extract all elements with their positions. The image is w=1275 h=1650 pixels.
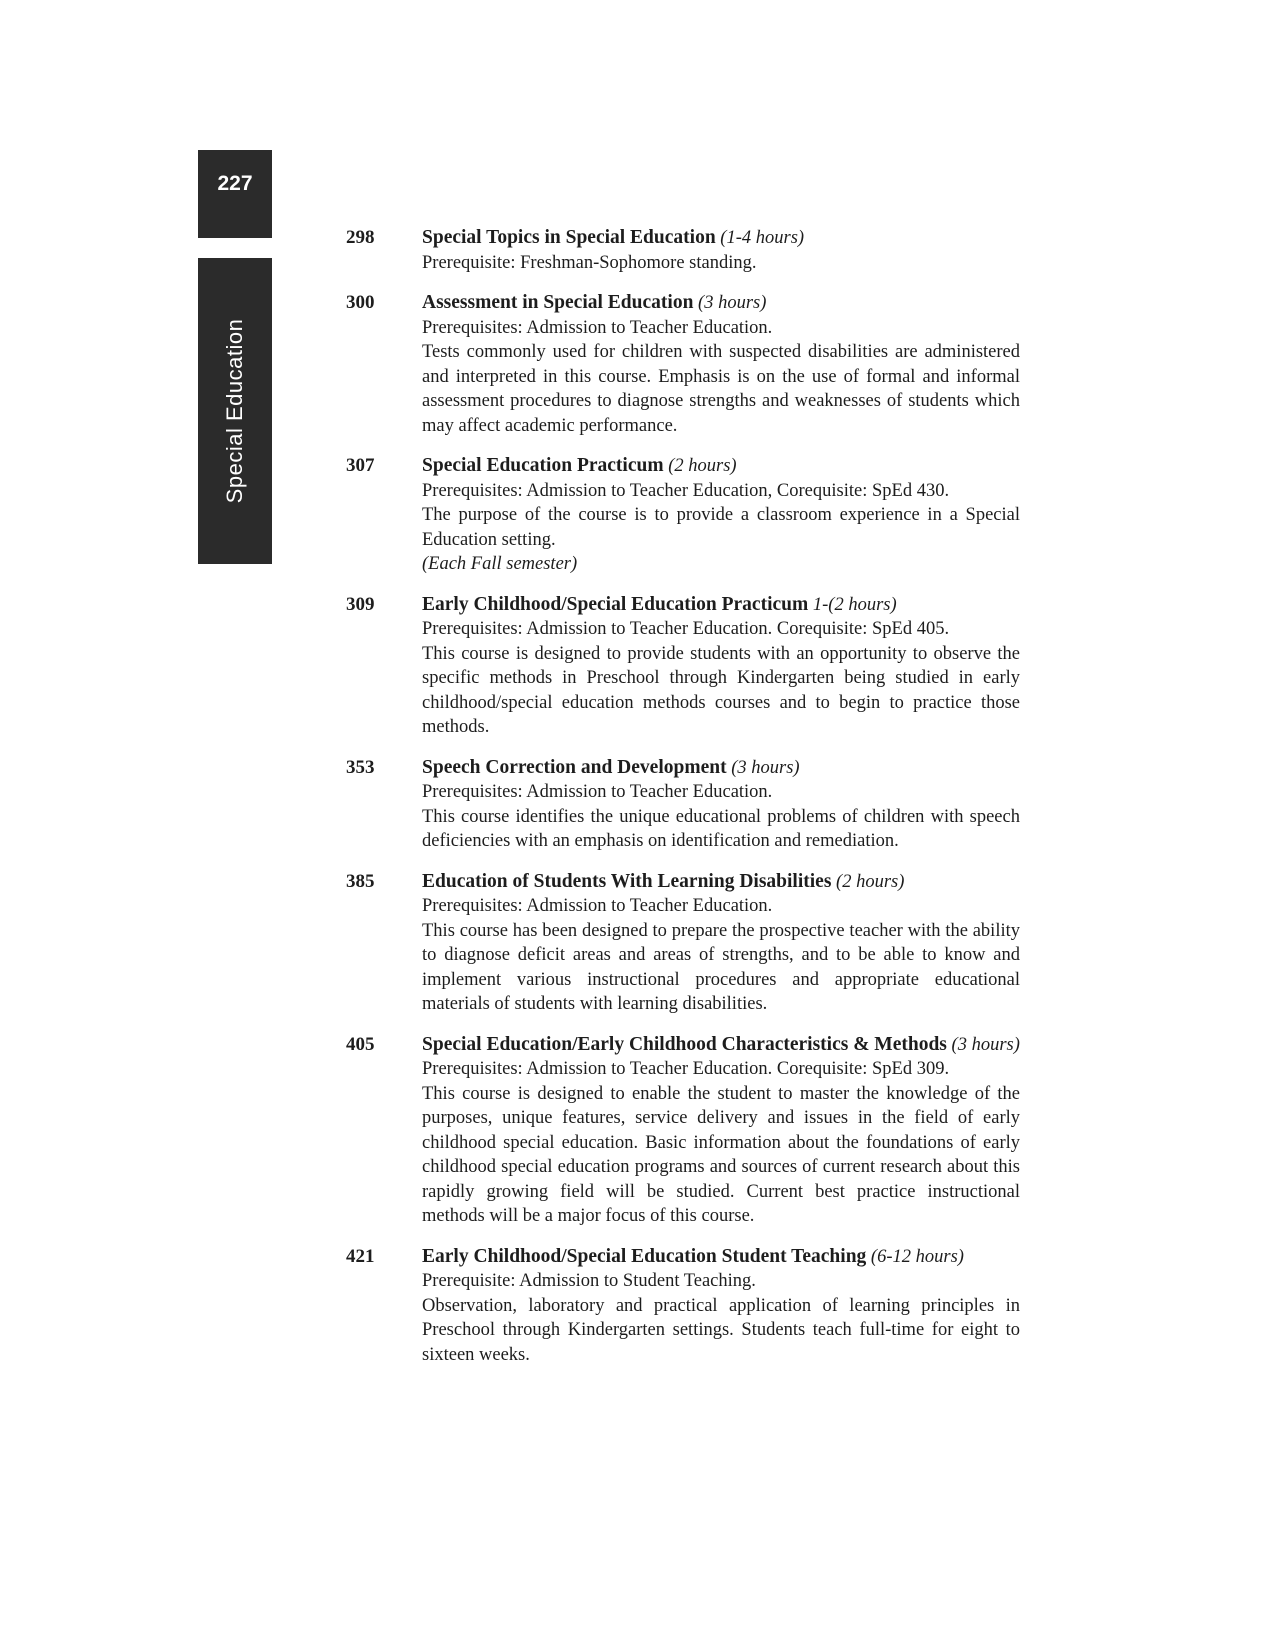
course-body: [422, 226, 1020, 275]
course-number: 298: [346, 227, 375, 248]
course-heading: [422, 454, 1020, 479]
course-heading: [422, 870, 1020, 895]
course-heading: [422, 593, 1020, 618]
course-hours: (6-12 hours): [870, 1246, 964, 1267]
course-title: Special Education Practicum: [422, 455, 664, 476]
course-heading: [422, 1245, 1020, 1270]
course-heading: [422, 756, 1020, 781]
course-title: Speech Correction and Development: [422, 756, 727, 778]
page-number-tab: [198, 150, 272, 238]
course-description: This course has been designed to prepare the prospective teacher with the ability to diagnose deficit areas and areas of strengths, and to be able to know and implement various instructional procedures and appropriate educational materials of students with learning disabilities.: [422, 920, 1020, 1014]
course-prerequisite: Prerequisites: Admission to Teacher Education.: [422, 896, 773, 916]
course-description: This course identifies the unique educational problems of children with speech deficiencies with an emphasis on identification and remediation.: [422, 806, 1020, 851]
course-prerequisite: Prerequisite: Admission to Student Teaching.: [422, 1271, 756, 1291]
course-hours: 1-(2 hours): [812, 594, 897, 615]
course-hours: (3 hours): [731, 757, 800, 778]
course-entry: [0, 1033, 1275, 1229]
course-number: 405: [346, 1033, 375, 1055]
course-body: [422, 291, 1020, 438]
course-heading: [422, 291, 1020, 316]
course-entry: [0, 593, 1275, 740]
course-prerequisite: Prerequisites: Admission to Teacher Education.: [422, 782, 773, 802]
course-hours: (3 hours): [698, 293, 767, 313]
course-hours: (3 hours): [951, 1034, 1020, 1055]
course-schedule-note: (Each Fall semester): [422, 554, 578, 574]
course-entry: [0, 870, 1275, 1017]
course-body: [422, 756, 1020, 854]
course-number: 353: [346, 756, 375, 778]
course-title: Early Childhood/Special Education Student Teaching: [422, 1245, 867, 1267]
course-prerequisite: Prerequisites: Admission to Teacher Education.: [422, 317, 773, 338]
course-entry: [0, 1245, 1275, 1368]
course-heading: [422, 226, 1020, 251]
course-number: 307: [346, 455, 375, 476]
course-title: Education of Students With Learning Disabilities: [422, 870, 832, 892]
course-list: [0, 226, 1275, 1383]
course-body: [422, 454, 1020, 577]
course-description: Observation, laboratory and practical application of learning principles in Preschool through Kindergarten settings. Students teach full-time for eight to sixteen weeks.: [422, 1295, 1020, 1365]
course-number: 385: [346, 870, 375, 892]
course-body: [422, 1033, 1020, 1229]
course-prerequisite: Prerequisite: Freshman-Sophomore standing.: [422, 252, 757, 273]
page-number: 227: [217, 172, 253, 195]
course-entry: [0, 226, 1275, 275]
course-hours: (2 hours): [836, 871, 905, 892]
course-description: Tests commonly used for children with suspected disabilities are administered and interpreted in this course. Emphasis is on the use of formal and informal assessment procedures to diagnose strengths and weaknesses of students which may affect academic performance.: [422, 342, 1020, 436]
course-number: 421: [346, 1245, 375, 1267]
course-entry: [0, 756, 1275, 854]
course-body: [422, 593, 1020, 740]
course-title: Early Childhood/Special Education Practicum: [422, 593, 809, 615]
course-prerequisite: Prerequisites: Admission to Teacher Education. Corequisite: SpEd 309.: [422, 1059, 950, 1079]
course-heading: [422, 1033, 1020, 1058]
section-tab-label: Special Education: [222, 318, 247, 504]
course-title: Special Topics in Special Education: [422, 227, 716, 248]
course-description: The purpose of the course is to provide a classroom experience in a Special Education setting.: [422, 505, 1020, 550]
course-number: 309: [346, 593, 375, 615]
course-title: Special Education/Early Childhood Characteristics & Methods: [422, 1033, 947, 1055]
course-number: 300: [346, 292, 375, 313]
course-entry: [0, 454, 1275, 577]
course-body: [422, 870, 1020, 1017]
course-description: This course is designed to enable the student to master the knowledge of the purposes, unique features, service delivery and issues in the field of early childhood special education. Basic information about the foundations of early childhood special education programs and sources of current research about this rapidly growing field will be studied. Current best practice instructional methods will be a major focus of this course.: [422, 1083, 1020, 1226]
course-hours: (2 hours): [668, 456, 737, 476]
course-entry: [0, 291, 1275, 438]
course-body: [422, 1245, 1020, 1368]
course-prerequisite: Prerequisites: Admission to Teacher Education, Corequisite: SpEd 430.: [422, 480, 950, 501]
course-description: This course is designed to provide students with an opportunity to observe the specific methods in Preschool through Kindergarten being studied in early childhood/special education methods courses and to begin to practice those methods.: [422, 643, 1020, 737]
course-prerequisite: Prerequisites: Admission to Teacher Education. Corequisite: SpEd 405.: [422, 619, 950, 639]
course-title: Assessment in Special Education: [422, 292, 694, 313]
course-hours: (1-4 hours): [720, 228, 805, 248]
